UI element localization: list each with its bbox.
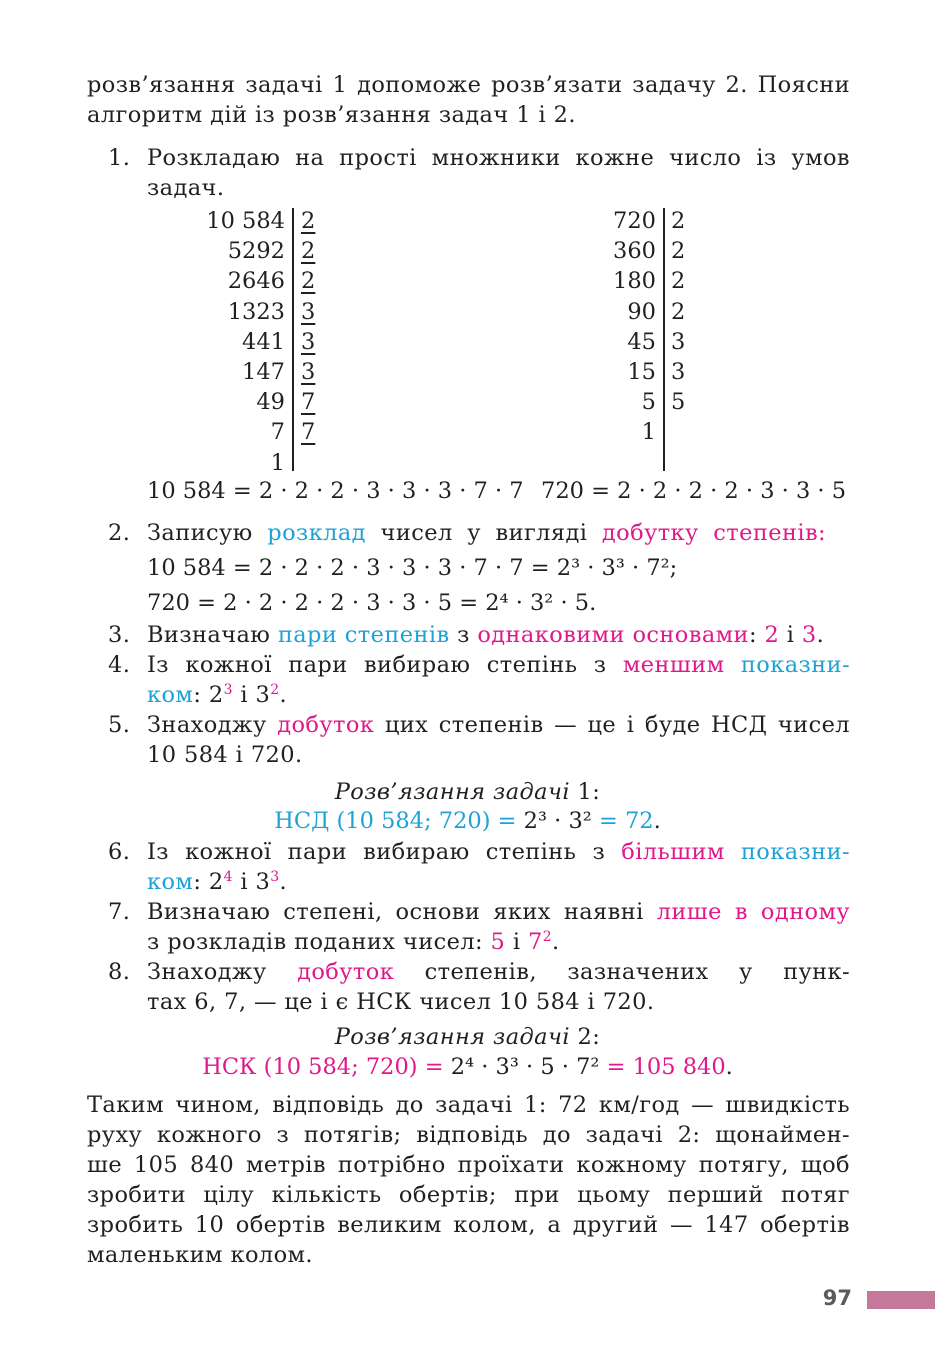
step-number: 5. [108, 712, 131, 738]
step-2-text [147, 518, 826, 548]
intro-line-2: алгоритм дій із розв’язання задач 1 і 2. [87, 102, 576, 128]
dividend-number: 1323 [227, 298, 285, 325]
dividend-number: 7 [270, 419, 285, 446]
dividend-number: 49 [256, 389, 285, 416]
step-6-text-cont [147, 867, 287, 897]
prime-factor: 2 [671, 238, 686, 265]
term-exponent: ком [147, 869, 194, 895]
term-larger: більшим [621, 839, 725, 865]
lcm-value: = 105 840 [599, 1054, 726, 1080]
step-3-text [147, 620, 824, 650]
division-bar [292, 208, 294, 471]
dividend-number: 10 584 [206, 208, 285, 234]
text-span [725, 652, 741, 678]
dividend-number: 147 [242, 359, 285, 385]
text-span: . [279, 869, 288, 895]
dividend-number: 5 [641, 389, 656, 416]
text-span: і 3 [232, 682, 271, 708]
gcd-value: = 72 [591, 808, 654, 834]
prime-factor: 3 [671, 359, 686, 385]
text-span: Із кожної пари вибираю степінь з [147, 652, 623, 678]
text-span: чисел у вигляді [365, 520, 602, 546]
lcm-label: НСК (10 584; 720) = [202, 1054, 451, 1080]
left-result: 10 584 = 2 · 2 · 2 · 3 · 3 · 3 · 7 · 7 [147, 478, 524, 504]
text-span: Знаходжу [147, 959, 298, 985]
prime-factor: 3 [301, 328, 316, 355]
right-result: 720 = 2 · 2 · 2 · 2 · 3 · 3 · 5 [541, 478, 847, 504]
power-value: 5 [490, 929, 506, 955]
conclusion-line: зробить 10 обертів великим колом, а другий — 147 обертів [87, 1212, 850, 1238]
conclusion-line: ше 105 840 метрів потрібно проїхати кожному потягу, щоб [87, 1152, 850, 1178]
term-smaller: меншим [622, 652, 725, 678]
text-span: і 3 [232, 869, 271, 895]
prime-factor: 2 [301, 208, 316, 234]
text-span: з розкладів поданих чисел: [147, 929, 491, 955]
step-7-text-cont [147, 927, 560, 957]
gcd-powers: 2³ · 3² [523, 808, 592, 834]
dividend-number: 45 [627, 328, 656, 355]
base-value: 2 [764, 622, 780, 648]
text-span: 1: [569, 779, 601, 805]
text-span [725, 839, 741, 865]
step-number: 1. [108, 145, 131, 171]
term-product: добуток [297, 959, 395, 985]
step-number: 4. [108, 652, 131, 678]
step-number: 6. [108, 839, 131, 865]
equation-720: 720 = 2 · 2 · 2 · 2 · 3 · 3 · 5 = 2⁴ · 3² · 5. [147, 590, 597, 616]
step-number: 3. [108, 622, 131, 648]
step-5-text-cont: 10 584 і 720. [147, 742, 303, 768]
text-span: і [779, 622, 802, 648]
conclusion-line: маленьким колом. [87, 1242, 313, 1268]
page-tab-bar [867, 1291, 935, 1309]
text-span: . [653, 808, 661, 834]
prime-factor: 3 [671, 328, 686, 355]
dividend-number: 1 [641, 419, 656, 446]
step-7-text [147, 897, 850, 927]
exponent-value: 3 [223, 682, 233, 699]
exponent-value: 2 [542, 929, 552, 946]
step-number: 7. [108, 899, 131, 925]
text-span: : 2 [193, 682, 224, 708]
exponent-value: 4 [223, 869, 233, 886]
step-number: 8. [108, 959, 131, 985]
conclusion-line: Таким чином, відповідь до задачі 1: 72 км/год — швидкість [87, 1092, 850, 1118]
text-span: цих степенів — це і буде НСД чисел [374, 712, 850, 738]
step-4-text-cont [147, 680, 287, 710]
step-6-text [147, 837, 850, 867]
equation-10584: 10 584 = 2 · 2 · 2 · 3 · 3 · 3 · 7 · 7 = 2³ · 3³ · 7²; [147, 555, 678, 581]
dividend-number: 441 [242, 328, 285, 355]
conclusion-line: руху кожного з потягів; відповідь до задачі 2: щонаймен- [87, 1122, 850, 1148]
prime-factor: 7 [301, 419, 316, 446]
term-expansion: розклад [267, 520, 366, 546]
prime-factor: 3 [301, 359, 316, 385]
prime-factor: 3 [301, 298, 316, 325]
text-span: Визначаю [147, 622, 278, 648]
prime-factor: 2 [301, 238, 316, 265]
division-bar [663, 208, 665, 471]
dividend-number: 90 [627, 298, 656, 325]
text-span: . [279, 682, 288, 708]
text-span: . [816, 622, 825, 648]
prime-factor: 2 [671, 208, 686, 234]
text-span: Визначаю степені, основи яких наявні [147, 899, 657, 925]
text-span: Знаходжу [147, 712, 278, 738]
step-1-text: Розкладаю на прості множники кожне число із умов [147, 145, 850, 171]
text-span: 2: [569, 1024, 601, 1050]
term-pairs-of-powers: пари степенів [277, 622, 450, 648]
text-span: степенів, зазначених у пунк- [394, 959, 850, 985]
solution-2-equation [0, 1052, 935, 1082]
dividend-number: 360 [613, 238, 656, 265]
intro-line-1: розв’язання задачі 1 допоможе розв’язати задачу 2. Поясни [87, 72, 850, 98]
text-span: . [725, 1054, 733, 1080]
solution-2-label [0, 1022, 935, 1052]
prime-factor: 2 [671, 268, 686, 295]
solution-1-label [0, 777, 935, 807]
step-5-text [147, 710, 850, 740]
exponent-value: 2 [270, 682, 280, 699]
dividend-number: 5292 [227, 238, 285, 265]
conclusion-line: зробити цілу кількість обертів; при цьому перший потяг [87, 1182, 850, 1208]
prime-factor: 5 [671, 389, 686, 416]
step-number: 2. [108, 520, 131, 546]
text-span: і [505, 929, 528, 955]
step-8-text-cont: тах 6, 7, — це і є НСК чисел 10 584 і 720. [147, 989, 655, 1015]
term-only-in-one: лише в одному [656, 899, 850, 925]
step-1-text-cont: задач. [147, 175, 225, 201]
prime-factor: 2 [671, 298, 686, 325]
dividend-number: 1 [270, 449, 285, 476]
dividend-number: 720 [613, 208, 656, 234]
power-value: 7 [527, 929, 543, 955]
solution-1-equation [0, 806, 935, 836]
dividend-number: 15 [627, 359, 656, 385]
step-4-text [147, 650, 850, 680]
dividend-number: 2646 [227, 268, 285, 295]
page-number: 97 [822, 1286, 852, 1310]
text-span: : [748, 622, 765, 648]
text-span: . [551, 929, 560, 955]
term-same-bases: однаковими основами [477, 622, 749, 648]
term-exponent: ком [147, 682, 194, 708]
prime-factor: 2 [301, 268, 316, 295]
gcd-label: НСД (10 584; 720) = [274, 808, 524, 834]
lcm-powers: 2⁴ · 3³ · 5 · 7² [450, 1054, 600, 1080]
term-exponent: показни- [740, 839, 850, 865]
term-exponent: показни- [740, 652, 850, 678]
text-span: : 2 [193, 869, 224, 895]
prime-factor: 7 [301, 389, 316, 416]
text-span: з [449, 622, 478, 648]
base-value: 3 [801, 622, 817, 648]
dividend-number: 180 [613, 268, 656, 295]
text-span: Розв’язання задачі [334, 1024, 570, 1050]
exponent-value: 3 [270, 869, 280, 886]
term-product: добуток [277, 712, 375, 738]
text-span: Розв’язання задачі [334, 779, 570, 805]
term-product-of-powers: добутку степенів: [601, 520, 826, 546]
text-span: Записую [147, 520, 268, 546]
step-8-text [147, 957, 850, 987]
text-span: Із кожної пари вибираю степінь з [147, 839, 622, 865]
